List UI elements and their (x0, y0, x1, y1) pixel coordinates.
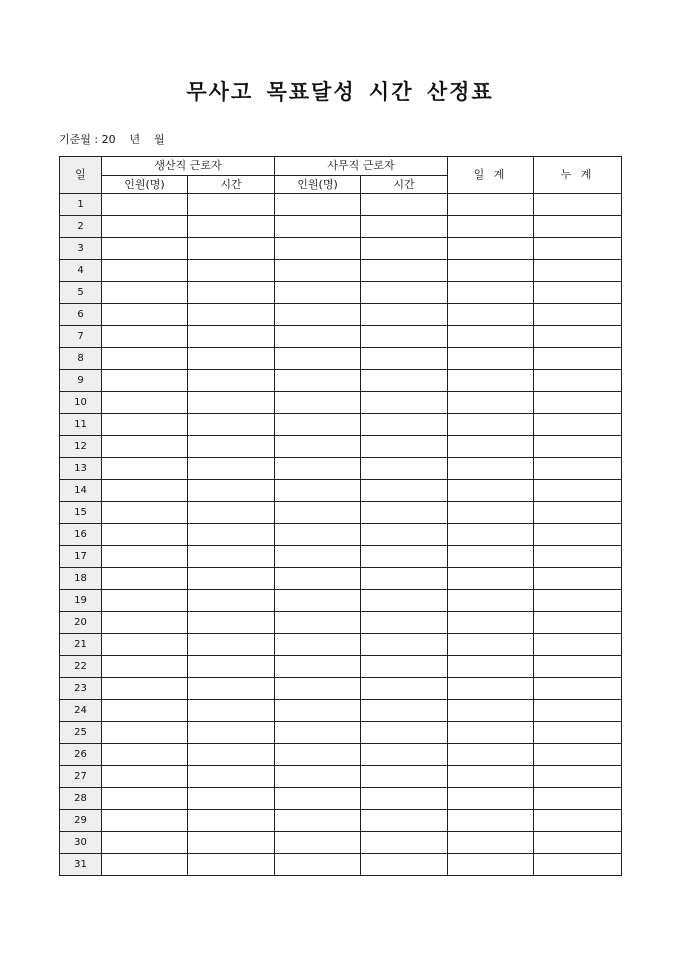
daily-total-cell[interactable] (448, 304, 534, 326)
day-number-cell: 17 (60, 546, 102, 568)
production-headcount-cell[interactable] (102, 678, 188, 700)
table-row (60, 282, 622, 304)
production-hours-cell[interactable] (188, 546, 275, 568)
day-number-cell: 29 (60, 810, 102, 832)
production-headcount-cell[interactable] (102, 326, 188, 348)
day-number-cell: 23 (60, 678, 102, 700)
day-number-cell: 18 (60, 568, 102, 590)
daily-total-cell[interactable] (448, 370, 534, 392)
day-number-cell: 26 (60, 744, 102, 766)
production-headcount-cell[interactable] (102, 700, 188, 722)
day-number-cell: 20 (60, 612, 102, 634)
office-headcount-cell[interactable] (275, 238, 361, 260)
office-hours-cell[interactable] (361, 854, 448, 876)
production-hours-cell[interactable] (188, 392, 275, 414)
cumulative-total-cell[interactable] (534, 436, 622, 458)
cumulative-total-cell[interactable] (534, 194, 622, 216)
office-headcount-cell[interactable] (275, 326, 361, 348)
production-hours-cell[interactable] (188, 326, 275, 348)
office-headcount-cell[interactable] (275, 700, 361, 722)
day-number-cell: 13 (60, 458, 102, 480)
production-hours-cell[interactable] (188, 282, 275, 304)
office-hours-cell[interactable] (361, 656, 448, 678)
day-number-cell: 30 (60, 832, 102, 854)
table-row (60, 238, 622, 260)
office-headcount-cell[interactable] (275, 832, 361, 854)
daily-total-cell[interactable] (448, 788, 534, 810)
production-hours-cell[interactable] (188, 766, 275, 788)
cumulative-total-cell[interactable] (534, 634, 622, 656)
daily-total-cell[interactable] (448, 700, 534, 722)
day-number-cell: 22 (60, 656, 102, 678)
office-hours-cell[interactable] (361, 678, 448, 700)
office-hours-cell[interactable] (361, 788, 448, 810)
day-number-cell: 6 (60, 304, 102, 326)
cumulative-total-cell[interactable] (534, 414, 622, 436)
production-headcount-cell[interactable] (102, 282, 188, 304)
cumulative-total-cell[interactable] (534, 678, 622, 700)
office-headcount-cell[interactable] (275, 348, 361, 370)
daily-total-cell[interactable] (448, 634, 534, 656)
office-hours-cell[interactable] (361, 480, 448, 502)
cumulative-total-cell[interactable] (534, 348, 622, 370)
table-row (60, 370, 622, 392)
production-headcount-cell[interactable] (102, 766, 188, 788)
daily-total-cell[interactable] (448, 854, 534, 876)
production-hours-cell[interactable] (188, 260, 275, 282)
office-hours-cell[interactable] (361, 370, 448, 392)
table-row (60, 634, 622, 656)
table-row (60, 700, 622, 722)
production-headcount-cell[interactable] (102, 722, 188, 744)
table-row (60, 810, 622, 832)
office-headcount-cell[interactable] (275, 304, 361, 326)
production-hours-cell[interactable] (188, 348, 275, 370)
table-row (60, 678, 622, 700)
day-number-cell: 12 (60, 436, 102, 458)
table-body (60, 194, 622, 876)
header-cumulative-total: 누 계 (534, 157, 622, 194)
cumulative-total-cell[interactable] (534, 392, 622, 414)
production-headcount-cell[interactable] (102, 216, 188, 238)
production-headcount-cell[interactable] (102, 458, 188, 480)
cumulative-total-cell[interactable] (534, 326, 622, 348)
office-hours-cell[interactable] (361, 700, 448, 722)
production-hours-cell[interactable] (188, 568, 275, 590)
office-hours-cell[interactable] (361, 414, 448, 436)
table-row (60, 722, 622, 744)
header-production-hours: 시간 (188, 176, 275, 194)
header-daily-total: 일 계 (448, 157, 534, 194)
table-row (60, 194, 622, 216)
production-hours-cell[interactable] (188, 722, 275, 744)
production-hours-cell[interactable] (188, 634, 275, 656)
reference-month-label: 기준월 : 20 년 월 (59, 133, 165, 146)
cumulative-total-cell[interactable] (534, 370, 622, 392)
cumulative-total-cell[interactable] (534, 458, 622, 480)
office-headcount-cell[interactable] (275, 788, 361, 810)
office-hours-cell[interactable] (361, 502, 448, 524)
office-hours-cell[interactable] (361, 524, 448, 546)
table-row (60, 216, 622, 238)
office-hours-cell[interactable] (361, 326, 448, 348)
table-row (60, 480, 622, 502)
daily-total-cell[interactable] (448, 524, 534, 546)
office-hours-cell[interactable] (361, 722, 448, 744)
office-headcount-cell[interactable] (275, 810, 361, 832)
production-hours-cell[interactable] (188, 832, 275, 854)
office-headcount-cell[interactable] (275, 392, 361, 414)
header-production-workers: 생산직 근로자 (102, 157, 275, 176)
daily-total-cell[interactable] (448, 766, 534, 788)
table-row (60, 546, 622, 568)
office-hours-cell[interactable] (361, 194, 448, 216)
header-day: 일 (60, 157, 102, 194)
table-row (60, 524, 622, 546)
cumulative-total-cell[interactable] (534, 700, 622, 722)
production-headcount-cell[interactable] (102, 744, 188, 766)
production-hours-cell[interactable] (188, 414, 275, 436)
day-number-cell: 2 (60, 216, 102, 238)
cumulative-total-cell[interactable] (534, 590, 622, 612)
table-row (60, 414, 622, 436)
daily-total-cell[interactable] (448, 612, 534, 634)
production-hours-cell[interactable] (188, 590, 275, 612)
office-headcount-cell[interactable] (275, 458, 361, 480)
day-number-cell: 11 (60, 414, 102, 436)
production-headcount-cell[interactable] (102, 546, 188, 568)
daily-total-cell[interactable] (448, 744, 534, 766)
table-row (60, 568, 622, 590)
office-hours-cell[interactable] (361, 238, 448, 260)
daily-total-cell[interactable] (448, 568, 534, 590)
office-hours-cell[interactable] (361, 348, 448, 370)
office-hours-cell[interactable] (361, 634, 448, 656)
production-headcount-cell[interactable] (102, 238, 188, 260)
production-hours-cell[interactable] (188, 436, 275, 458)
production-headcount-cell[interactable] (102, 612, 188, 634)
day-number-cell: 24 (60, 700, 102, 722)
cumulative-total-cell[interactable] (534, 722, 622, 744)
office-headcount-cell[interactable] (275, 656, 361, 678)
office-hours-cell[interactable] (361, 546, 448, 568)
production-hours-cell[interactable] (188, 216, 275, 238)
office-hours-cell[interactable] (361, 304, 448, 326)
production-hours-cell[interactable] (188, 700, 275, 722)
daily-total-cell[interactable] (448, 590, 534, 612)
production-hours-cell[interactable] (188, 370, 275, 392)
office-hours-cell[interactable] (361, 810, 448, 832)
accident-free-hours-table (59, 156, 622, 876)
office-headcount-cell[interactable] (275, 502, 361, 524)
cumulative-total-cell[interactable] (534, 502, 622, 524)
daily-total-cell[interactable] (448, 546, 534, 568)
day-number-cell: 3 (60, 238, 102, 260)
daily-total-cell[interactable] (448, 194, 534, 216)
day-number-cell: 1 (60, 194, 102, 216)
cumulative-total-cell[interactable] (534, 810, 622, 832)
production-hours-cell[interactable] (188, 744, 275, 766)
production-headcount-cell[interactable] (102, 524, 188, 546)
header-production-headcount: 인원(명) (102, 176, 188, 194)
production-hours-cell[interactable] (188, 678, 275, 700)
daily-total-cell[interactable] (448, 238, 534, 260)
office-headcount-cell[interactable] (275, 854, 361, 876)
table-row (60, 392, 622, 414)
office-headcount-cell[interactable] (275, 480, 361, 502)
office-headcount-cell[interactable] (275, 678, 361, 700)
office-hours-cell[interactable] (361, 568, 448, 590)
table-row (60, 590, 622, 612)
production-hours-cell[interactable] (188, 612, 275, 634)
production-headcount-cell[interactable] (102, 260, 188, 282)
table-row (60, 502, 622, 524)
production-headcount-cell[interactable] (102, 832, 188, 854)
day-number-cell: 7 (60, 326, 102, 348)
day-number-cell: 9 (60, 370, 102, 392)
office-hours-cell[interactable] (361, 744, 448, 766)
daily-total-cell[interactable] (448, 678, 534, 700)
cumulative-total-cell[interactable] (534, 282, 622, 304)
production-hours-cell[interactable] (188, 194, 275, 216)
header-office-hours: 시간 (361, 176, 448, 194)
office-headcount-cell[interactable] (275, 612, 361, 634)
table-row (60, 766, 622, 788)
cumulative-total-cell[interactable] (534, 238, 622, 260)
cumulative-total-cell[interactable] (534, 744, 622, 766)
production-hours-cell[interactable] (188, 480, 275, 502)
daily-total-cell[interactable] (448, 216, 534, 238)
office-headcount-cell[interactable] (275, 766, 361, 788)
day-number-cell: 27 (60, 766, 102, 788)
daily-total-cell[interactable] (448, 722, 534, 744)
production-headcount-cell[interactable] (102, 854, 188, 876)
daily-total-cell[interactable] (448, 392, 534, 414)
cumulative-total-cell[interactable] (534, 216, 622, 238)
production-hours-cell[interactable] (188, 524, 275, 546)
day-number-cell: 15 (60, 502, 102, 524)
daily-total-cell[interactable] (448, 480, 534, 502)
office-headcount-cell[interactable] (275, 260, 361, 282)
day-number-cell: 19 (60, 590, 102, 612)
daily-total-cell[interactable] (448, 260, 534, 282)
office-headcount-cell[interactable] (275, 590, 361, 612)
table-row (60, 854, 622, 876)
production-headcount-cell[interactable] (102, 370, 188, 392)
day-number-cell: 25 (60, 722, 102, 744)
office-hours-cell[interactable] (361, 260, 448, 282)
production-headcount-cell[interactable] (102, 568, 188, 590)
office-headcount-cell[interactable] (275, 546, 361, 568)
office-headcount-cell[interactable] (275, 216, 361, 238)
office-headcount-cell[interactable] (275, 722, 361, 744)
office-hours-cell[interactable] (361, 282, 448, 304)
production-hours-cell[interactable] (188, 854, 275, 876)
table-row (60, 612, 622, 634)
page-title: 무사고 목표달성 시간 산정표 (186, 79, 494, 104)
daily-total-cell[interactable] (448, 348, 534, 370)
day-number-cell: 14 (60, 480, 102, 502)
production-headcount-cell[interactable] (102, 634, 188, 656)
production-hours-cell[interactable] (188, 656, 275, 678)
daily-total-cell[interactable] (448, 502, 534, 524)
table-row (60, 260, 622, 282)
production-headcount-cell[interactable] (102, 392, 188, 414)
day-number-cell: 16 (60, 524, 102, 546)
office-hours-cell[interactable] (361, 590, 448, 612)
office-headcount-cell[interactable] (275, 634, 361, 656)
production-headcount-cell[interactable] (102, 194, 188, 216)
day-number-cell: 10 (60, 392, 102, 414)
office-headcount-cell[interactable] (275, 370, 361, 392)
production-hours-cell[interactable] (188, 788, 275, 810)
production-hours-cell[interactable] (188, 502, 275, 524)
office-headcount-cell[interactable] (275, 414, 361, 436)
office-headcount-cell[interactable] (275, 282, 361, 304)
table-row (60, 744, 622, 766)
office-headcount-cell[interactable] (275, 524, 361, 546)
table-row (60, 348, 622, 370)
daily-total-cell[interactable] (448, 656, 534, 678)
production-hours-cell[interactable] (188, 238, 275, 260)
cumulative-total-cell[interactable] (534, 546, 622, 568)
production-headcount-cell[interactable] (102, 656, 188, 678)
day-number-cell: 4 (60, 260, 102, 282)
cumulative-total-cell[interactable] (534, 612, 622, 634)
cumulative-total-cell[interactable] (534, 480, 622, 502)
office-headcount-cell[interactable] (275, 194, 361, 216)
production-headcount-cell[interactable] (102, 436, 188, 458)
header-office-workers: 사무직 근로자 (275, 157, 448, 176)
header-office-headcount: 인원(명) (275, 176, 361, 194)
cumulative-total-cell[interactable] (534, 304, 622, 326)
table-row (60, 326, 622, 348)
cumulative-total-cell[interactable] (534, 854, 622, 876)
office-hours-cell[interactable] (361, 766, 448, 788)
day-number-cell: 5 (60, 282, 102, 304)
office-headcount-cell[interactable] (275, 436, 361, 458)
table-row (60, 458, 622, 480)
day-number-cell: 31 (60, 854, 102, 876)
production-headcount-cell[interactable] (102, 590, 188, 612)
daily-total-cell[interactable] (448, 436, 534, 458)
table-row (60, 788, 622, 810)
production-headcount-cell[interactable] (102, 304, 188, 326)
cumulative-total-cell[interactable] (534, 832, 622, 854)
table-row (60, 304, 622, 326)
office-hours-cell[interactable] (361, 392, 448, 414)
office-headcount-cell[interactable] (275, 744, 361, 766)
cumulative-total-cell[interactable] (534, 766, 622, 788)
daily-total-cell[interactable] (448, 414, 534, 436)
table-row (60, 656, 622, 678)
production-headcount-cell[interactable] (102, 348, 188, 370)
production-hours-cell[interactable] (188, 304, 275, 326)
production-hours-cell[interactable] (188, 458, 275, 480)
office-hours-cell[interactable] (361, 612, 448, 634)
cumulative-total-cell[interactable] (534, 788, 622, 810)
cumulative-total-cell[interactable] (534, 568, 622, 590)
production-headcount-cell[interactable] (102, 788, 188, 810)
daily-total-cell[interactable] (448, 282, 534, 304)
cumulative-total-cell[interactable] (534, 524, 622, 546)
table-row (60, 832, 622, 854)
office-hours-cell[interactable] (361, 832, 448, 854)
daily-total-cell[interactable] (448, 326, 534, 348)
office-hours-cell[interactable] (361, 216, 448, 238)
day-number-cell: 21 (60, 634, 102, 656)
production-headcount-cell[interactable] (102, 480, 188, 502)
daily-total-cell[interactable] (448, 832, 534, 854)
daily-total-cell[interactable] (448, 810, 534, 832)
daily-total-cell[interactable] (448, 458, 534, 480)
production-headcount-cell[interactable] (102, 810, 188, 832)
production-hours-cell[interactable] (188, 810, 275, 832)
office-headcount-cell[interactable] (275, 568, 361, 590)
office-hours-cell[interactable] (361, 458, 448, 480)
production-headcount-cell[interactable] (102, 414, 188, 436)
day-number-cell: 28 (60, 788, 102, 810)
table-row (60, 436, 622, 458)
production-headcount-cell[interactable] (102, 502, 188, 524)
cumulative-total-cell[interactable] (534, 656, 622, 678)
day-number-cell: 8 (60, 348, 102, 370)
cumulative-total-cell[interactable] (534, 260, 622, 282)
office-hours-cell[interactable] (361, 436, 448, 458)
